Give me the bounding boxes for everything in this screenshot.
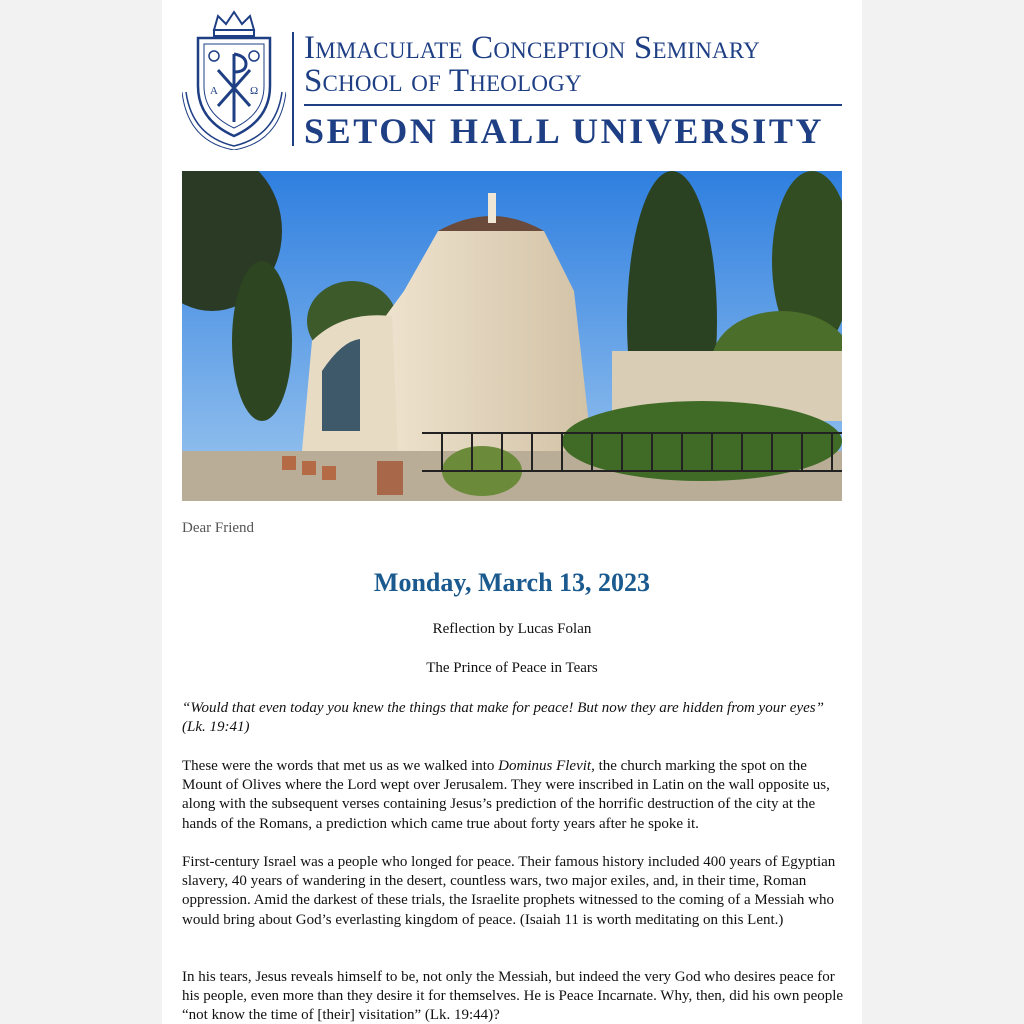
email-body — [162, 0, 862, 1024]
hero-image — [182, 171, 842, 501]
paragraph-1-start: These were the words that met us as we walked into — [182, 758, 499, 774]
church-name-emphasis: Dominus Flevit — [498, 758, 592, 774]
header-rule — [304, 104, 842, 106]
school-name: School of Theology — [304, 63, 582, 99]
greeting: Dear Friend — [182, 520, 255, 536]
seminary-crest-icon — [182, 8, 286, 150]
paragraph-1-end: , the church marking the spot on the Mount of Olives where the Lord wept over Jerusalem. They were inscribed in Latin on the wall opposite us, along with the subsequent verses containing Jesus’s prediction of the horrific destruction of the city at the hands of the Romans, a prediction which came true about forty years after he spoke it. — [182, 758, 830, 832]
date-heading: Monday, March 13, 2023 — [373, 568, 651, 597]
svg-text:A: A — [210, 85, 218, 97]
header-divider — [292, 32, 294, 146]
university-name: SETON HALL UNIVERSITY — [304, 111, 825, 151]
reflection-title: The Prince of Peace in Tears — [426, 660, 598, 676]
paragraph-3: In his tears, Jesus reveals himself to be, not only the Messiah, but indeed the very God who desires peace for his people, even more than they desire it for themselves. He is Peace Incarnate. Why, then, did his own people “not know the time of [their] visitation” (Lk. 19:44)? — [182, 969, 844, 1024]
reflection-byline: Reflection by Lucas Folan — [432, 621, 592, 637]
paragraph-2: First-century Israel was a people who longed for peace. Their famous history included 400 years of Egyptian slavery, 40 years of wandering in the desert, countless wars, two major exiles, and, in their time, Roman oppression. Amid the darkest of these trials, the Israelite prophets witnessed to the coming of a Messiah who would bring about God’s everlasting kingdom of peace. (Isaiah 11 is worth meditating on this Lent.) — [182, 854, 836, 928]
scripture-quote: “Would that even today you knew the things that make for peace! But now they are hidden from your eyes” (Lk. 19:41) — [182, 700, 824, 736]
svg-text:Ω: Ω — [250, 85, 259, 97]
church-photo — [182, 171, 842, 501]
seminary-header — [182, 8, 842, 150]
seminary-name: Immaculate Conception Seminary — [304, 30, 760, 66]
paragraph-1 — [182, 757, 844, 834]
